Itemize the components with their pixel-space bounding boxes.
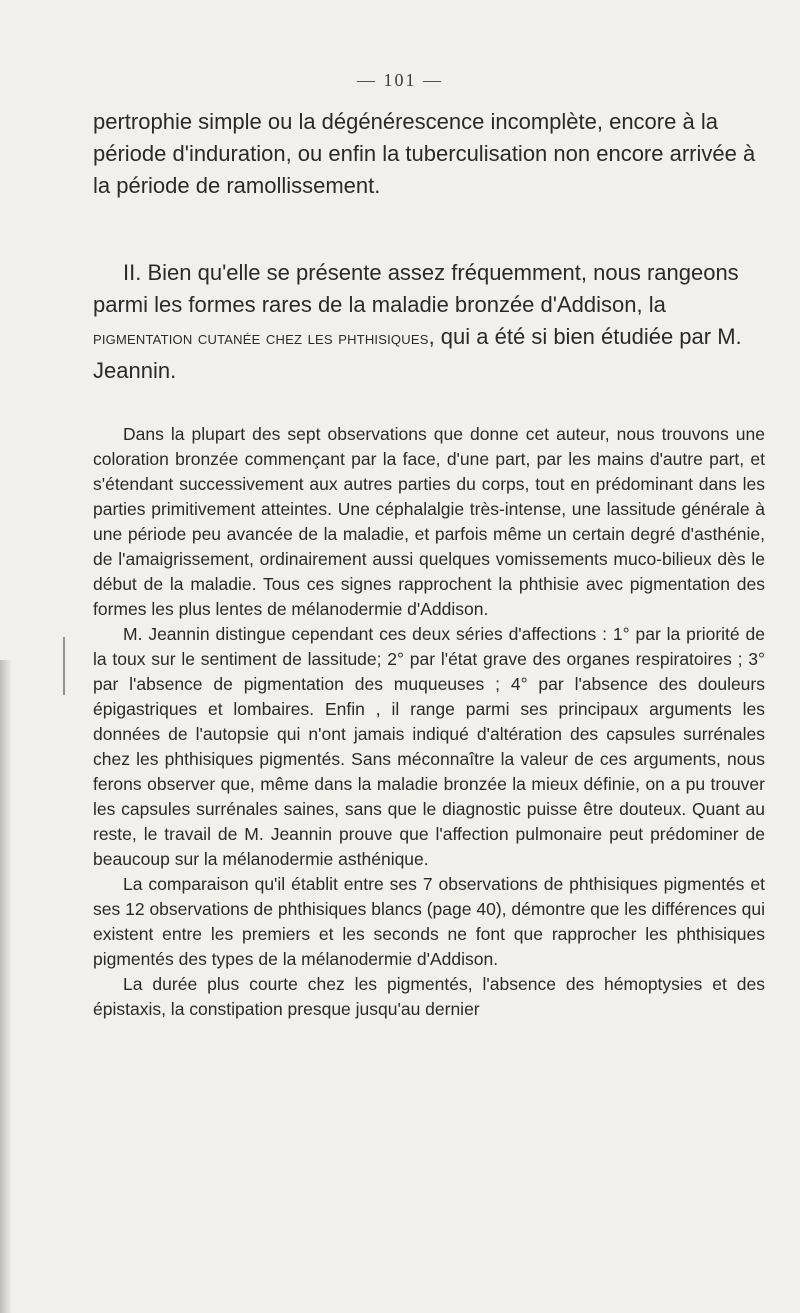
section-smallcaps-title: pigmentation cutanée chez les phthisiques <box>93 328 429 349</box>
section-text-before: II. Bien qu'elle se présente assez fréquemment, nous rangeons parmi les formes rares de la maladie bronzée d'Addison, la <box>93 260 739 317</box>
margin-mark <box>63 637 65 695</box>
paragraph: M. Jeannin distingue cependant ces deux séries d'affections : 1° par la priorité de la toux sur le sentiment de lassitude; 2° par l'état grave des organes respiratoires ; 3° par l'absence de pigmentation des muqueuses ; 4° par l'absence des douleurs épigastriques et lombaires. Enfin , il range parmi ses principaux arguments les données de l'autopsie qui n'ont jamais indiqué d'altération des capsules surrénales chez les phthisiques pigmentés. Sans méconnaître la valeur de ces arguments, nous ferons observer que, même dans la maladie bronzée la mieux définie, on a pu trouver les capsules surrénales saines, sans que le diagnostic puisse être douteux. Quant au reste, le travail de M. Jeannin prouve que l'affection pulmonaire peut prédominer de beaucoup sur la mélanodermie asthénique. <box>93 624 765 869</box>
paragraph: La comparaison qu'il établit entre ses 7 observations de phthisiques pigmentés et ses 12 observations de phthisiques blancs (page 40), démontre que les différences qui existent entre les premiers et les seconds ne font que rapprocher les phthisiques pigmentés des types de la mélanodermie d'Addison. <box>93 874 765 969</box>
page-edge-shadow <box>0 660 12 1313</box>
section-text-after: , qui a été si bien étudiée par M. Jeannin. <box>93 324 742 383</box>
page-number: — 101 — <box>357 70 443 90</box>
paragraph: Dans la plupart des sept observations que donne cet auteur, nous trouvons une coloration bronzée commençant par la face, d'une part, par les mains d'autre part, et s'étendant successivement aux autres parties du corps, tout en prédominant dans les parties primitivement atteintes. Une céphalalgie très-intense, une lassitude générale à une période peu avancée de la maladie, et parfois même un certain degré d'asthénie, de l'amaigrissement, ordinairement aussi quelques vomissements muco-bilieux dès le début de la maladie. Tous ces signes rapprochent la phthisie avec pigmentation des formes les plus lentes de mélanodermie d'Addison. <box>93 424 765 619</box>
section-heading-paragraph <box>93 257 765 387</box>
body-text <box>93 422 765 1022</box>
lead-paragraph: pertrophie simple ou la dégénérescence incomplète, encore à la période d'induration, ou enfin la tuberculisation non encore arrivée à la période de ramollissement. <box>93 109 756 198</box>
paragraph: La durée plus courte chez les pigmentés, l'absence des hémoptysies et des épistaxis, la constipation presque jusqu'au dernier <box>93 974 765 1019</box>
